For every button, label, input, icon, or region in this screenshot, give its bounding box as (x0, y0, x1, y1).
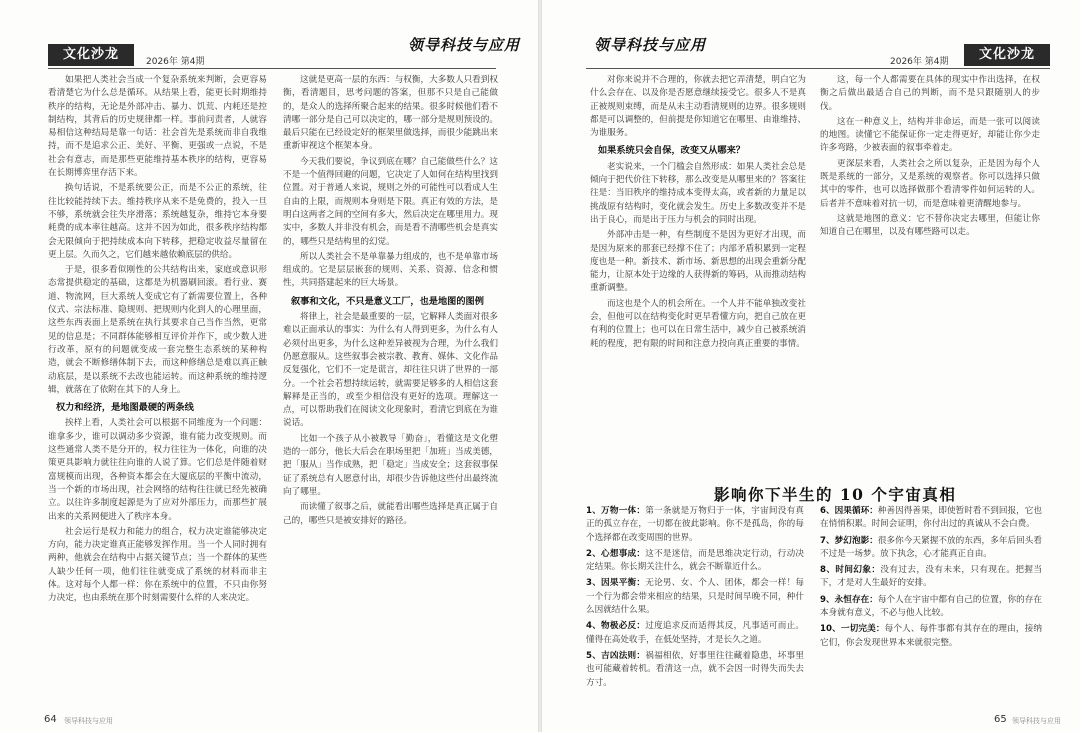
paragraph: 挨样上看，人类社会可以根据不同维度为一个问题：谁拿多少，谁可以调动多少资源，谁有能力改变规则。而这些通常人类不是分开的，权力往往为一体化，向谁的决策更具影响力就往往向谁的人说了算。它们总是伴随着财富规模而出现，各种资本都会在大厦底层的平衡中流动，当一个新的市场出现，社会网络的结构往往就已经先被确立。以往许多制度起源是为了应对外部压力，而那些扩展出来的关系网便进入了秩序本身。 (48, 418, 267, 522)
paragraph: 这，每一个人都需要在具体的现实中作出选择，在权衡之后做出最适合自己的判断，而不是只跟随别人的步伐。 (820, 75, 1040, 112)
section-tag: 文化沙龙 (48, 44, 134, 66)
left-page (0, 0, 538, 732)
paragraph: 这在一种意义上，结构并非命运，而是一张可以阅读的地图。读懂它不能保证你一定走得更好，却能让你少走许多弯路，少被表面的叙事牵着走。 (820, 116, 1040, 154)
truth-item (820, 505, 1042, 532)
truth-text: 每个人在宇宙中都有自己的位置，你的存在本身就有意义，不必与他人比较。 (820, 594, 1042, 619)
truth-item (586, 505, 804, 545)
feature-title: 影响你下半生的 10 个宇宙真相 (714, 485, 957, 504)
article-column-4 (820, 74, 1040, 474)
truth-item (820, 535, 1042, 562)
paragraph: 而这也是个人的机会所在。一个人并不能单独改变社会，但他可以在结构变化时更早看懂方向，把自己放在更有利的位置上；也可以在日常生活中，减少自己被系统消耗的程度，把有限的时间和注意力投向真正重要的事情。 (590, 298, 806, 349)
page-number: 65 (994, 714, 1007, 725)
paragraph: 社会运行是权力和能力的组合，权力决定谁能够决定方向，能力决定谁真正能够发挥作用。当一个人同时拥有两种，他就会在结构中占据关键节点；当一个群体的某些人缺少任何一项，他们往往就变成了系统的材料而非主体。这对每个人都一样：你在系统中的位置，不只由你努力决定，也由系统在那个时刻需要什么样的人来决定。 (48, 526, 267, 604)
truth-item (586, 650, 804, 690)
truth-text: 种善因得善果，即使暂时看不到回报，它也在悄悄积累。时间会证明，你付出过的真诚从不会白费。 (820, 506, 1042, 530)
article-column-2 (283, 74, 498, 708)
paragraph: 将律上，社会是最重要的一层，它解释人类面对很多难以正面承认的事实：为什么有人得到更多，为什么有人必须付出更多，为什么这种差异被视为合理，为什么我们仍愿意服从。这些叙事会被宗教、教育、媒体、文化作品反复强化，它们不一定是谎言，却往往只讲了世界的一部分。一个社会若想持续运转，就需要足够多的人相信这套解释是正当的，或至少相信没有更好的选项。理解这一点，可以帮助我们在阅读文化现象时，看清它到底在为谁说话。 (283, 312, 498, 429)
truth-heading: 8、时间幻象： (820, 565, 881, 576)
truth-heading: 4、物极必反： (586, 621, 646, 632)
truth-heading: 5、吉凶法则： (586, 650, 646, 661)
truth-heading: 9、永恒存在： (820, 594, 878, 605)
truth-text: 这不是迷信，而是思维决定行动，行动决定结果。你长期关注什么，就会不断靠近什么。 (586, 548, 804, 573)
section-heading: 叙事和文化，不只是意义工厂，也是地图的图例 (291, 295, 484, 307)
truth-heading: 1、万物一体： (586, 506, 646, 516)
truth-item (820, 623, 1042, 650)
paragraph: 更深层来看，人类社会之所以复杂，正是因为每个人既是系统的一部分，又是系统的观察者。你可以选择只做其中的零件，也可以选择做那个看清零件如何运转的人。后者并不意味着对抗一切，而是意味着更清醒地参与。 (820, 158, 1040, 209)
truth-heading: 7、梦幻泡影： (820, 535, 878, 546)
magazine-brand: 领导科技与应用 (594, 36, 707, 54)
paragraph: 外部冲击是一种，有些制度不是因为更好才出现，而是因为原来的那套已经撑不住了；内部矛盾积累到一定程度也是一种。新技术、新市场、新思想的出现会重新分配能力，让原本处于边缘的人获得新的筹码，从而推动结构重新调整。 (590, 230, 806, 294)
header-rule (48, 68, 496, 69)
truth-item (586, 577, 804, 617)
truth-item (586, 620, 804, 647)
truth-item (820, 594, 1042, 621)
page-footer: 领导科技与应用 (1012, 717, 1061, 725)
paragraph: 换句话说，不是系统要公正，而是不公正的系统，往往比较能持续下去。维持秩序从来不是免费的，投入一旦不够，系统就会往失序滑落；系统越复杂，维持它本身要耗费的成本率往越高。这并不因为如此，很多秩序结构都会无限倾向于把持续成本向下转移，把稳定收益尽量留在更上层。久而久之，它们越来越依赖底层的供给。 (48, 183, 267, 260)
truth-heading: 2、心想事成： (586, 548, 646, 559)
truth-item (820, 564, 1042, 591)
paragraph: 老实说来，一个门槛会自然形成：如果人类社会总是倾向于把代价往下转移，那么改变是从哪里来的？答案往往是：当旧秩序的维持成本变得太高，或者新的力量足以挑战原有结构时，变化就会发生。历史上多数改变并不是出于良心，而是出于压力与机会的同时出现。 (590, 161, 806, 225)
paragraph: 所以人类社会不是单靠暴力组成的，也不是单靠市场组成的。它是层层嵌套的规则、关系、资源、信念和惯性，共同搭建起来的巨大场景。 (283, 251, 498, 289)
truth-text: 没有过去，没有未来，只有现在。把握当下，才是对人生最好的安排。 (820, 565, 1042, 589)
paragraph: 于是，很多看似刚性的公共结构出来，家庭或意识形态常提供稳定的基础，这都是为机器刷回滚。看行业、赛道、物流网，巨大系统人变成它有了新需要位置上，各种仪式、宗法标准、隐规则、把规则内化到人的心理里面，这些东西表面上是系统在执行其要求自己当作当然，更常见的信息是；不同群体能够相互评价并作下，或少数人进行改革，原有的问题就变成一套完整生态系统的某种构造，就会不断修缮体制下去，而这种修缮总是难以真正触动底层，是以系统不去改也能运转。而这种系统的维持逻辑，就落在了依附在其下的人身上。 (48, 265, 267, 395)
issue-label: 2026年 第4期 (890, 57, 949, 67)
truth-heading: 6、因果循环： (820, 506, 878, 516)
paragraph: 这就是更高一层的东西：与权衡，大多数人只看到权衡，看清题目，思考问题的答案，但那不只是自己能做的，是众人的选择所聚合起来的结果。很多时候他们看不清哪一部分是自己可以决定的，哪一部分是规则预设的。最后只能在已经设定好的框架里做选择，而很少能跳出来重新审视这个框架本身。 (283, 75, 498, 152)
truth-text: 祸福相依，好事里往往藏着隐患，坏事里也可能藏着转机。看清这一点，就不会因一时得失而失去方寸。 (586, 650, 804, 688)
truth-text: 过度追求反而适得其反，凡事适可而止。懂得在高处收手，在低处坚持，才是长久之道。 (586, 621, 804, 645)
paragraph: 如果把人类社会当成一个复杂系统来判断，会更容易看清楚它为什么总是循环。从结果上看，能更长时期维持秩序的结构，无论是外部冲击、暴力、饥荒、内耗还是控制结构，其背后的历史规律都一样。事前问责者，人就容易相信这种结局是靠一句话：社会首先是系统而非自我维持，而不是追求公正、美好、平衡、更强或一点说，不是社会有意志，而是那些更能维持基本秩序的结构，更容易在长期博弈里存活下来。 (48, 75, 267, 179)
truth-text: 第一条就是万物归于一体，宇宙间没有真正的孤立存在，一切都在彼此影响。你不是孤岛，你的每个选择都在改变周围的世界。 (586, 506, 804, 543)
paragraph: 比如一个孩子从小被教导「勤奋」，看懂这是文化塑造的一部分，他长大后会在职场里把「加班」当成美德，把「服从」当作成熟，把「稳定」当成安全；这套叙事保证了系统总有人愿意付出，却很少告诉他这些付出最终流向了哪里。 (283, 433, 498, 497)
section-heading: 如果系统只会自保，改变又从哪来？ (598, 145, 745, 157)
truth-text: 无论男、女、个人、团体，都会一样！每一个行为都会带来相应的结果，只是时间早晚不同，种什么因就结什么果。 (586, 578, 804, 616)
paragraph: 今天我们要说，争议到底在哪？自己能做些什么？这不是一个值得回避的问题，它决定了人如何在结构里找到位置。对于普通人来说，规则之外的可能性可以看成人生自由的上限，而规则本身则是下限。真正有效的方法，是明白这两者之间的空间有多大，然后决定在哪里用力。现实中，多数人并非没有机会，而是看不清哪些机会是真实的，哪些只是结构里的幻觉。 (283, 156, 498, 247)
section-tag: 文化沙龙 (964, 44, 1050, 66)
paragraph: 这就是地图的意义：它不替你决定去哪里，但能让你知道自己在哪里，以及有哪些路可以走。 (820, 213, 1040, 238)
page-number: 64 (44, 714, 57, 725)
article-column-1 (48, 74, 267, 708)
header-rule (586, 68, 1050, 69)
right-page (542, 0, 1080, 732)
paragraph: 对你来说并不合理的，你就去把它弄清楚，明白它为什么会存在、以及你是否愿意继续接受它。很多人不是真正被规则束缚，而是从未主动看清规则的边界。很多规则都是可以调整的，但前提是你知道它在哪里、由谁维持、为谁服务。 (590, 75, 806, 139)
issue-label: 2026年 第4期 (146, 57, 205, 67)
truth-text: 很多你今天紧握不放的东西，多年后回头看不过是一场梦。放下执念，心才能真正自由。 (820, 535, 1042, 559)
truths-column-right (820, 505, 1042, 715)
article-column-3 (590, 74, 806, 474)
magazine-brand: 领导科技与应用 (408, 36, 521, 54)
paragraph: 而读懂了叙事之后，就能看出哪些选择是真正属于自己的，哪些只是被安排好的路径。 (283, 502, 498, 526)
truths-column-left (586, 505, 804, 715)
truth-heading: 3、因果平衡： (586, 578, 646, 589)
truth-item (586, 548, 804, 575)
truth-heading: 10、一切完美： (820, 624, 885, 635)
truth-text: 每个人、每件事都有其存在的理由，接纳它们，你会发现世界本来就很完整。 (820, 624, 1042, 648)
page-footer: 领导科技与应用 (64, 717, 113, 725)
section-heading: 权力和经济，是地图最硬的两条线 (56, 402, 194, 414)
